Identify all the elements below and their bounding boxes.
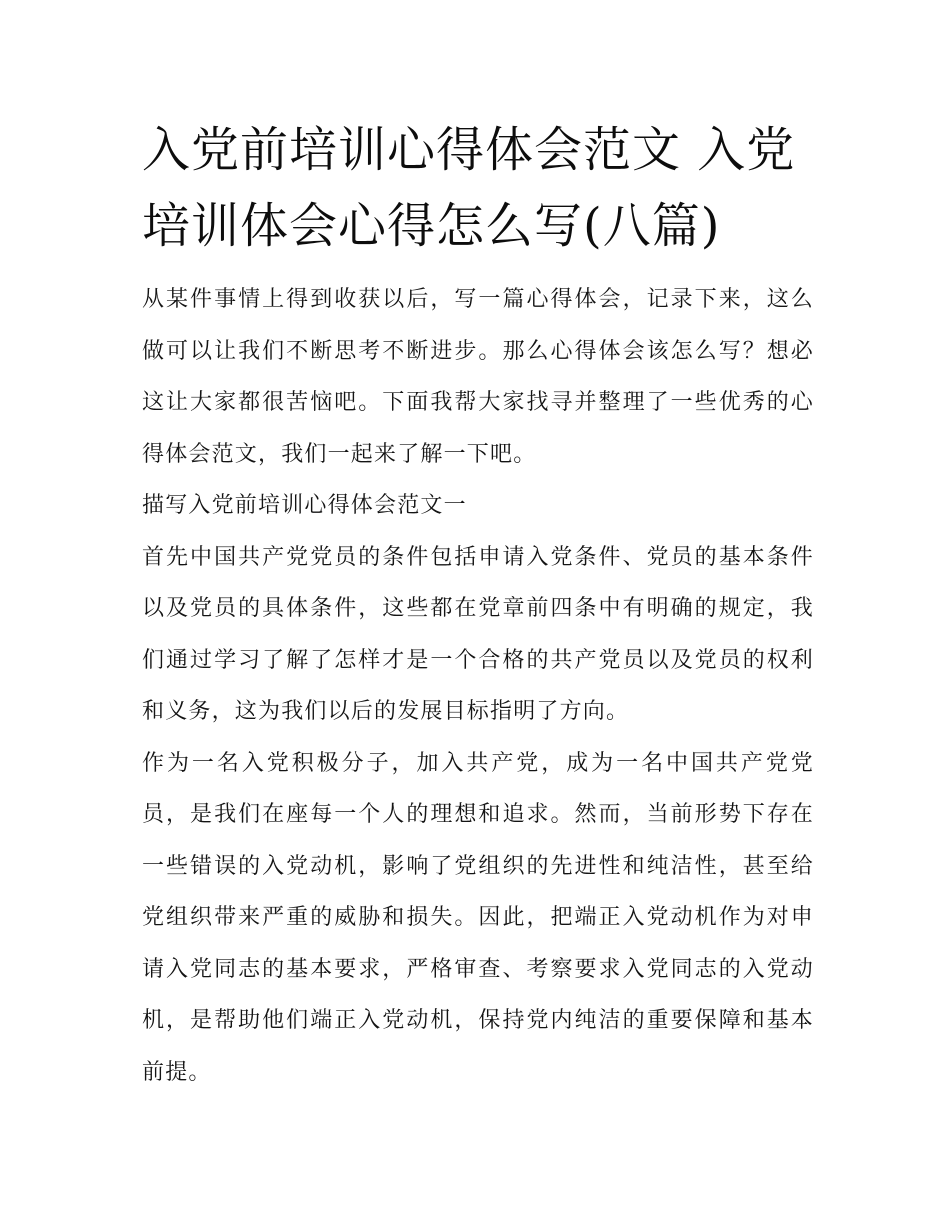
body-paragraph: 作为一名入党积极分子，加入共产党，成为一名中国共产党党员，是我们在座每一个人的理想和追求。然而，当前形势下存在一些错误的入党动机，影响了党组织的先进性和纯洁性，甚至给党组织带来严重的威胁和损失。因此，把端正入党动机作为对申请入党同志的基本要求，严格审查、考察要求入党同志的入党动机，是帮助他们端正入党动机，保持党内纯洁的重要保障和基本前提。 <box>142 750 814 1085</box>
section-heading: 描写入党前培训心得体会范文一 <box>142 493 467 518</box>
intro-paragraph: 从某件事情上得到收获以后，写一篇心得体会，记录下来，这么做可以让我们不断思考不断进步。那么心得体会该怎么写？想必这让大家都很苦恼吧。下面我帮大家找寻并整理了一些优秀的心得体会范文，我们一起来了解一下吧。 <box>142 287 814 467</box>
body-paragraph: 首先中国共产党党员的条件包括申请入党条件、党员的基本条件以及党员的具体条件，这些都在党章前四条中有明确的规定，我们通过学习了解了怎样才是一个合格的共产党员以及党员的权利和义务，这为我们以后的发展目标指明了方向。 <box>142 544 814 724</box>
document-page <box>142 112 814 1098</box>
document-title: 入党前培训心得体会范文 入党培训体会心得怎么写(八篇) <box>142 122 796 254</box>
